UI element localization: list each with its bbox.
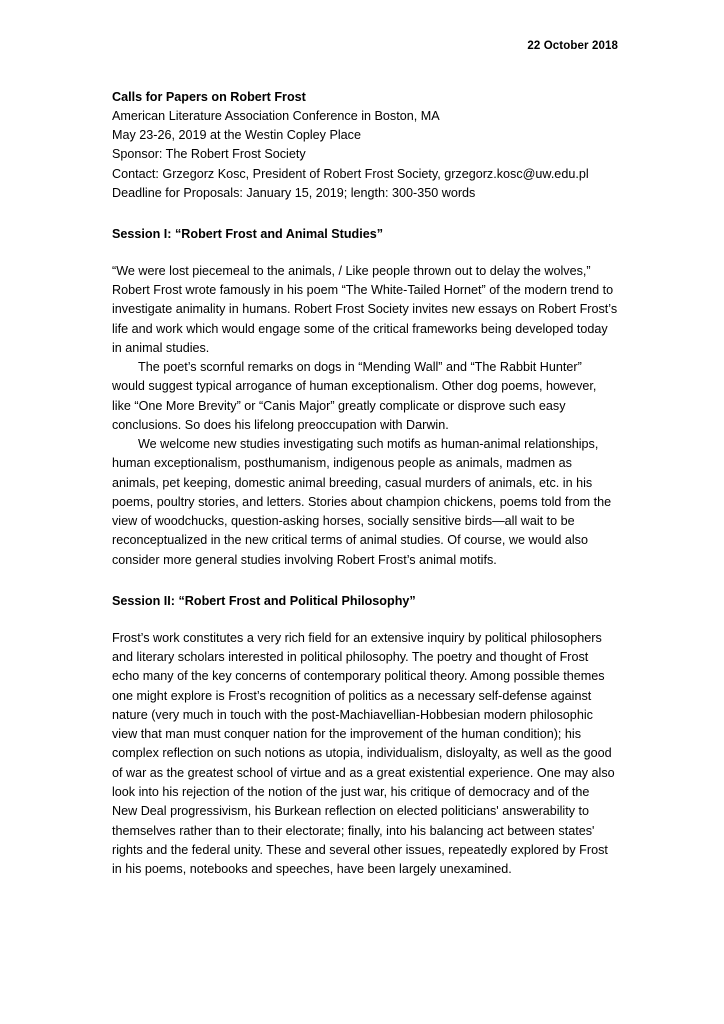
session-one-paragraph-3: We welcome new studies investigating such motifs as human-animal relationships, human exceptionalism, posthumanism, indigenous people as animals, madmen as animals, pet keeping, domestic animal breeding, casual murders of animals, etc. in his poems, poultry stories, and letters. Stories about champion chickens, poems told from the view of woodchucks, question-asking horses, socially sensitive birds—all wait to be reconceptualized in the new critical terms of animal studies. Of course, we would also consider more general studies involving Robert Frost’s animal motifs. (112, 437, 612, 567)
cfp-dates-venue: May 23-26, 2019 at the Westin Copley Place (112, 128, 361, 143)
session-two-paragraph-1: Frost’s work constitutes a very rich field for an extensive inquiry by political philosophers and literary scholars interested in political philosophy. The poetry and thought of Frost echo many of the key concerns of contemporary political theory. Among possible themes one might explore is Frost’s recognition of politics as a necessary self-defense against nature (very much in touch with the post-Machiavellian-Hobbesian modern philosophic view that man must conquer nation for the improvement of the human condition); his complex reflection on such notions as utopia, individualism, disloyalty, as well as the good of war as the greatest school of virtue and as a great existential experience. One may also look into his rejection of the notion of the just war, his critique of democracy and of the New Deal progressivism, his Burkean reflection on elected politicians' answerability to themselves rather than to their electorate; finally, into his balancing act between states' rights and the federal unity. These and several other issues, repeatedly explored by Frost in his poems, notebooks and speeches, have been largely unexamined. (112, 630, 615, 877)
session-two (112, 592, 618, 879)
cfp-contact: Contact: Grzegorz Kosc, President of Robert Frost Society, grzegorz.kosc@uw.edu.pl (112, 166, 589, 181)
session-one-title: Session I: “Robert Frost and Animal Studies” (112, 226, 384, 241)
cfp-conference: American Literature Association Conference in Boston, MA (112, 109, 440, 124)
session-two-title: Session II: “Robert Frost and Political Philosophy” (112, 593, 416, 608)
session-one-paragraph-2: The poet’s scornful remarks on dogs in “Mending Wall” and “The Rabbit Hunter” would suggest typical arrogance of human exceptionalism. Other dog poems, however, like “One More Brevity” or “Canis Major” greatly complicate or disprove such easy conclusions. So does his lifelong preoccupation with Darwin. (112, 360, 597, 432)
session-one-paragraph-1: “We were lost piecemeal to the animals, / Like people thrown out to delay the wolves,” Robert Frost wrote famously in his poem “The White-Tailed Hornet” of the modern trend to investigate animality in humans. Robert Frost Society invites new essays on Robert Frost’s life and work which would engage some of the critical frameworks being developed today in animal studies. (112, 263, 618, 355)
document-date: 22 October 2018 (527, 40, 618, 52)
cfp-title: Calls for Papers on Robert Frost (112, 90, 306, 104)
session-one (112, 225, 618, 570)
cfp-deadline: Deadline for Proposals: January 15, 2019; length: 300-350 words (112, 185, 476, 200)
cfp-sponsor: Sponsor: The Robert Frost Society (112, 147, 306, 162)
cfp-header-block (112, 88, 618, 203)
